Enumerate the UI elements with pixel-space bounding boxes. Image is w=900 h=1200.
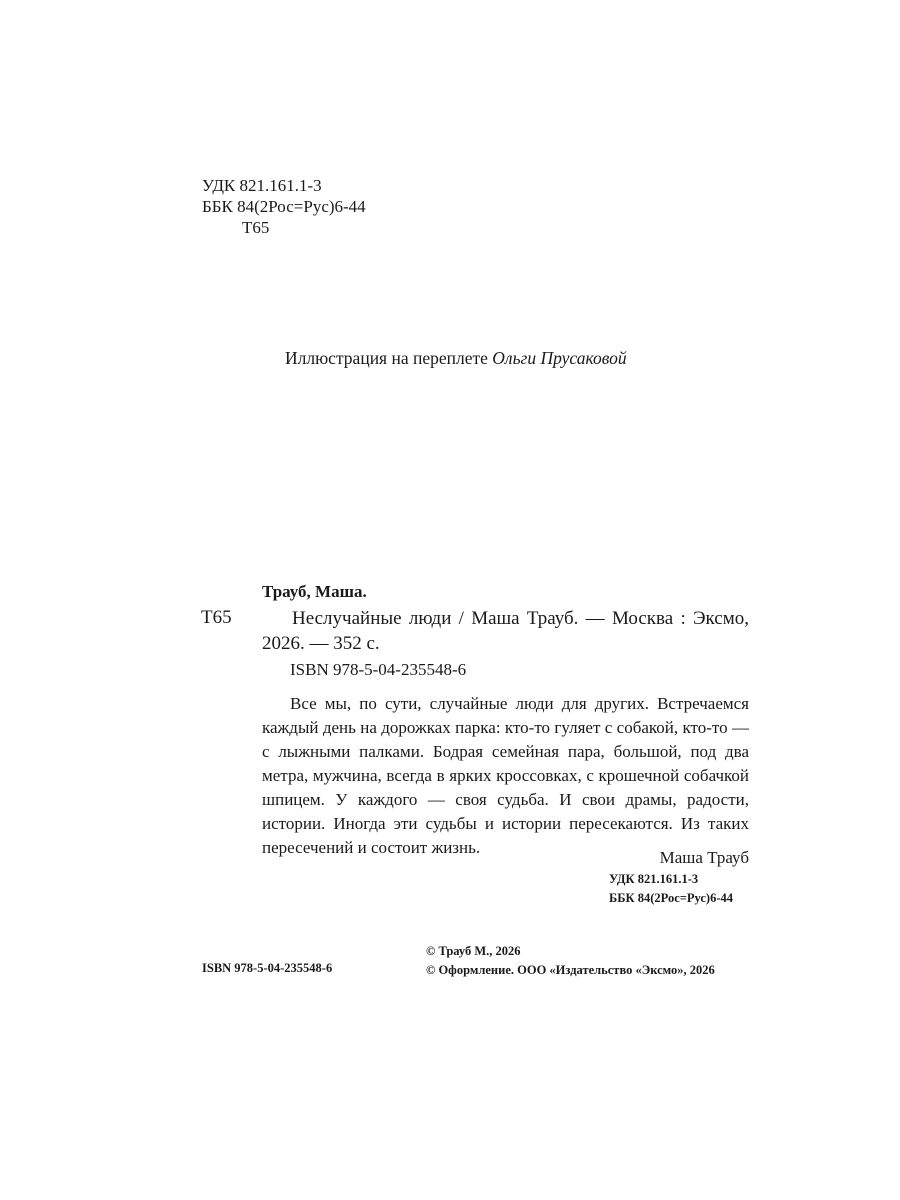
copyright-design: © Оформление. ООО «Издательство «Эксмо», 2026 — [426, 963, 715, 977]
udk-code: УДК 821.161.1-3 — [202, 176, 322, 195]
annotation-author: Маша Трауб — [659, 848, 749, 867]
author-heading: Трауб, Маша. — [262, 582, 367, 601]
classification-block-top — [202, 175, 366, 238]
classification-block-bottom — [609, 870, 733, 908]
bbk-code: ББК 84(2Рос=Рус)6-44 — [202, 197, 366, 216]
annotation-text: Все мы, по сути, случайные люди для других. Встречаемся каждый день на дорожках парка: кто-то гуляет с собакой, кто-то — с лыжными палками. Бодрая семейная пара, большой, под два метра, мужчина, всегда в ярких кроссовках, с крошечной собачкой шпицем. У каждого — своя судьба. И свои драмы, радости, истории. Иногда эти судьбы и истории пересекаются. Из таких пересечений и состоит жизнь. — [262, 694, 749, 857]
copyright-block — [426, 942, 715, 980]
udk-code-bottom: УДК 821.161.1-3 — [609, 872, 699, 886]
isbn-catalog: ISBN 978-5-04-235548-6 — [290, 660, 467, 679]
bbk-code-bottom: ББК 84(2Рос=Рус)6-44 — [609, 891, 733, 905]
author-sign-code: Т65 — [242, 218, 270, 237]
isbn-bottom: ISBN 978-5-04-235548-6 — [202, 961, 333, 975]
illustration-prefix: Иллюстрация на переплете — [285, 348, 488, 368]
illustrator-name: Ольги Прусаковой — [492, 348, 627, 368]
bibliographic-description: Неслучайные люди / Маша Трауб. — Москва : Эксмо, 2026. — 352 с. — [262, 608, 749, 654]
copyright-author: © Трауб М., 2026 — [426, 944, 521, 958]
illustration-credit — [285, 348, 627, 369]
author-sign-code-catalog: Т65 — [201, 607, 232, 628]
